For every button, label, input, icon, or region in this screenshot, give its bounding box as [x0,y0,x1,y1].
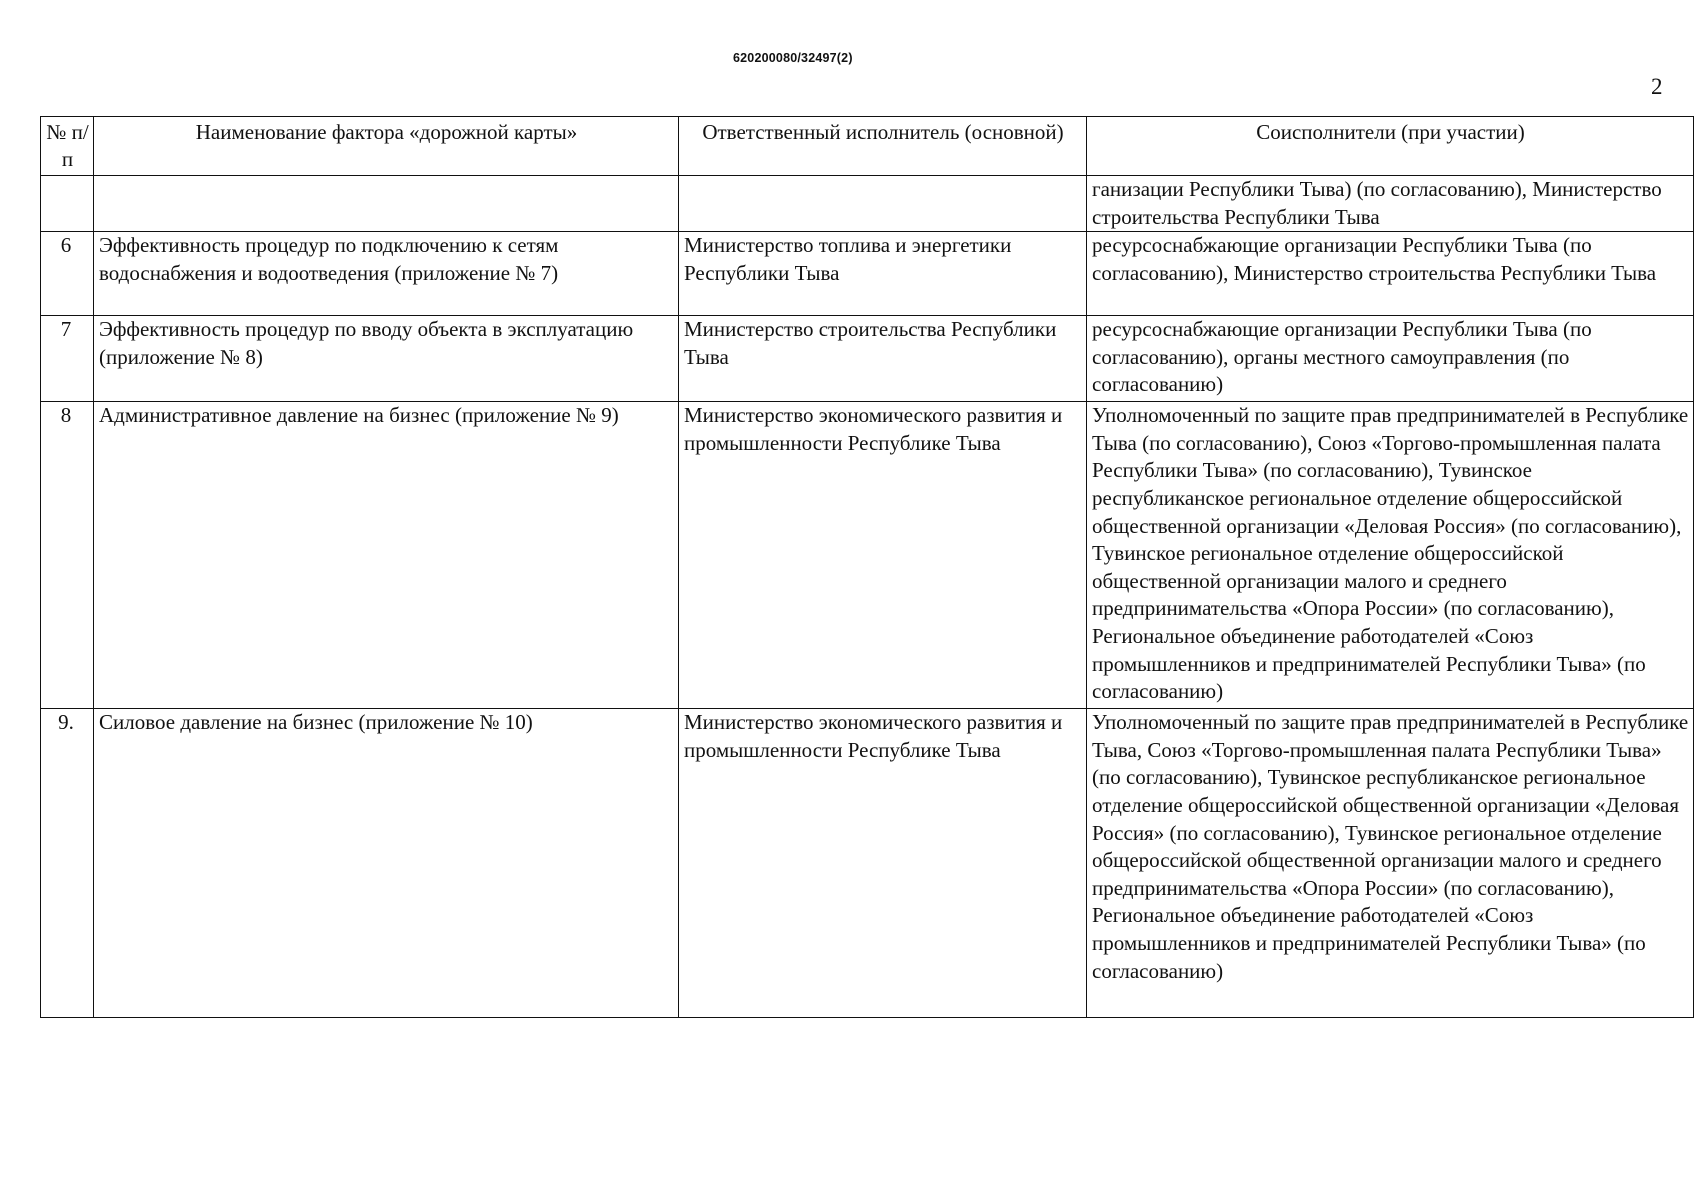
factor-cell: Административное давление на бизнес (приложение № 9) [94,402,679,709]
page-number: 2 [1651,74,1663,99]
responsible-cell [679,176,1087,232]
column-header-factor: Наименование фактора «дорожной карты» [94,117,679,176]
responsible-cell: Министерство строительства Республики Тыва [679,316,1087,402]
co-executors-cell: ганизации Республики Тыва) (по согласованию), Министерство строительства Республики Тыва [1087,176,1694,232]
column-header-responsible: Ответственный исполнитель (основной) [679,117,1087,176]
factor-cell: Эффективность процедур по подключению к сетям водоснабжения и водоотведения (приложение № 7) [94,232,679,316]
factor-cell: Силовое давление на бизнес (приложение № 10) [94,709,679,1018]
responsible-cell: Министерство экономического развития и промышленности Республике Тыва [679,709,1087,1018]
factor-cell [94,176,679,232]
row-number-cell: 7 [41,316,94,402]
co-executors-cell: Уполномоченный по защите прав предпринимателей в Республике Тыва (по согласованию), Союз «Торгово-промышленная палата Республики Тыва» (по согласованию), Тувинское республиканское региональное отделение общероссийской общественной организации «Деловая Россия» (по согласованию), Тувинское региональное отделение общероссийской общественной организации малого и среднего предпринимательства «Опора России» (по согласованию), Региональное объединение работодателей «Союз промышленников и предпринимателей Республики Тыва» (по согласованию) [1087,402,1694,709]
factor-cell: Эффективность процедур по вводу объекта в эксплуатацию (приложение № 8) [94,316,679,402]
table-row [41,709,1694,1018]
row-number-cell: 8 [41,402,94,709]
table-row [41,402,1694,709]
table-row [41,232,1694,316]
co-executors-cell: ресурсоснабжающие организации Республики Тыва (по согласованию), Министерство строительства Республики Тыва [1087,232,1694,316]
column-header-co-executors: Соисполнители (при участии) [1087,117,1694,176]
row-number-cell: 9. [41,709,94,1018]
table-row-continuation [41,176,1694,232]
responsible-cell: Министерство экономического развития и промышленности Республике Тыва [679,402,1087,709]
co-executors-cell: ресурсоснабжающие организации Республики Тыва (по согласованию), органы местного самоуправления (по согласованию) [1087,316,1694,402]
document-id: 620200080/32497(2) [733,51,853,65]
row-number-cell [41,176,94,232]
row-number-cell: 6 [41,232,94,316]
column-header-number: № п/п [41,117,94,176]
roadmap-table [40,116,1694,1018]
table-row [41,316,1694,402]
table-header-row [41,117,1694,176]
responsible-cell: Министерство топлива и энергетики Республики Тыва [679,232,1087,316]
co-executors-cell: Уполномоченный по защите прав предпринимателей в Республике Тыва, Союз «Торгово-промышленная палата Республики Тыва» (по согласованию), Тувинское республиканское региональное отделение общероссийской общественной организации «Деловая Россия» (по согласованию), Тувинское региональное отделение общероссийской общественной организации малого и среднего предпринимательства «Опора России» (по согласованию), Региональное объединение работодателей «Союз промышленников и предпринимателей Республики Тыва» (по согласованию) [1087,709,1694,1018]
